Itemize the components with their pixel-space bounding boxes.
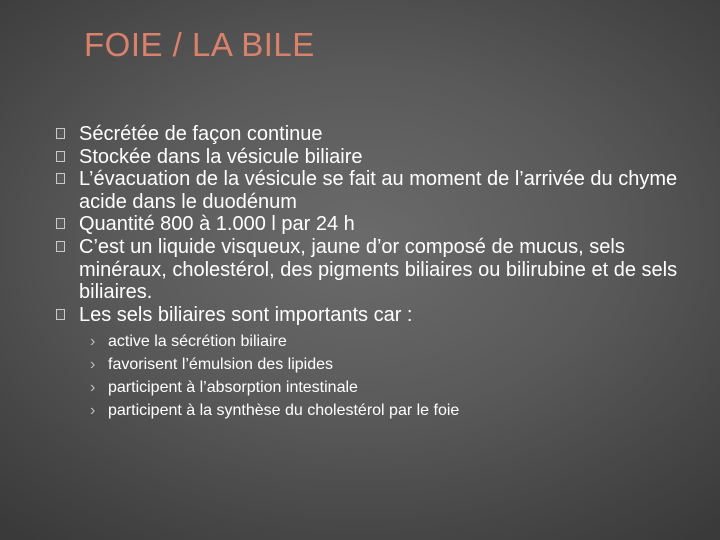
bullet-text: L’évacuation de la vésicule se fait au moment de l’arrivée du chyme acide dans le duodénum [79,168,678,213]
bullet-square-icon [56,173,65,184]
bullet-square-icon [56,241,65,252]
bullet-text: Les sels biliaires sont importants car : [79,303,413,326]
slide-title: FOIE / LA BILE [84,26,315,63]
bullet-item [56,146,706,169]
bullet-item [56,236,706,304]
sub-bullet-item [90,330,706,353]
bullet-item [56,304,706,327]
bullet-text: Sécrétée de façon continue [79,123,323,145]
bullet-text: Stockée dans la vésicule biliaire [79,145,363,168]
bullet-square-icon [56,309,65,320]
bullet-square-icon [56,128,65,139]
sub-bullet-list [56,330,706,422]
sub-bullet-item [90,353,706,376]
bullet-square-icon [56,218,65,229]
chevron-right-icon: › [90,356,96,374]
bullet-text: Quantité 800 à 1.000 l par 24 h [79,213,355,236]
sub-bullet-item [90,376,706,399]
sub-bullet-text: participent à l’absorption intestinale [108,379,358,397]
bullet-item [56,123,706,146]
bullet-text: C’est un liquide visqueux, jaune d’or composé de mucus, sels minéraux, cholestérol, des pigments biliaires ou bilirubine et de sels biliaires. [79,235,678,304]
bullet-list [56,123,706,422]
sub-bullet-text: active la sécrétion biliaire [108,333,287,351]
chevron-right-icon: › [90,402,96,420]
chevron-right-icon: › [90,379,96,397]
sub-bullet-item [90,399,706,422]
sub-bullet-text: favorisent l’émulsion des lipides [108,356,333,374]
sub-bullet-text: participent à la synthèse du cholestérol par le foie [108,402,460,420]
bullet-item [56,168,706,213]
bullet-item [56,213,706,236]
chevron-right-icon: › [90,333,96,351]
bullet-square-icon [56,151,65,162]
